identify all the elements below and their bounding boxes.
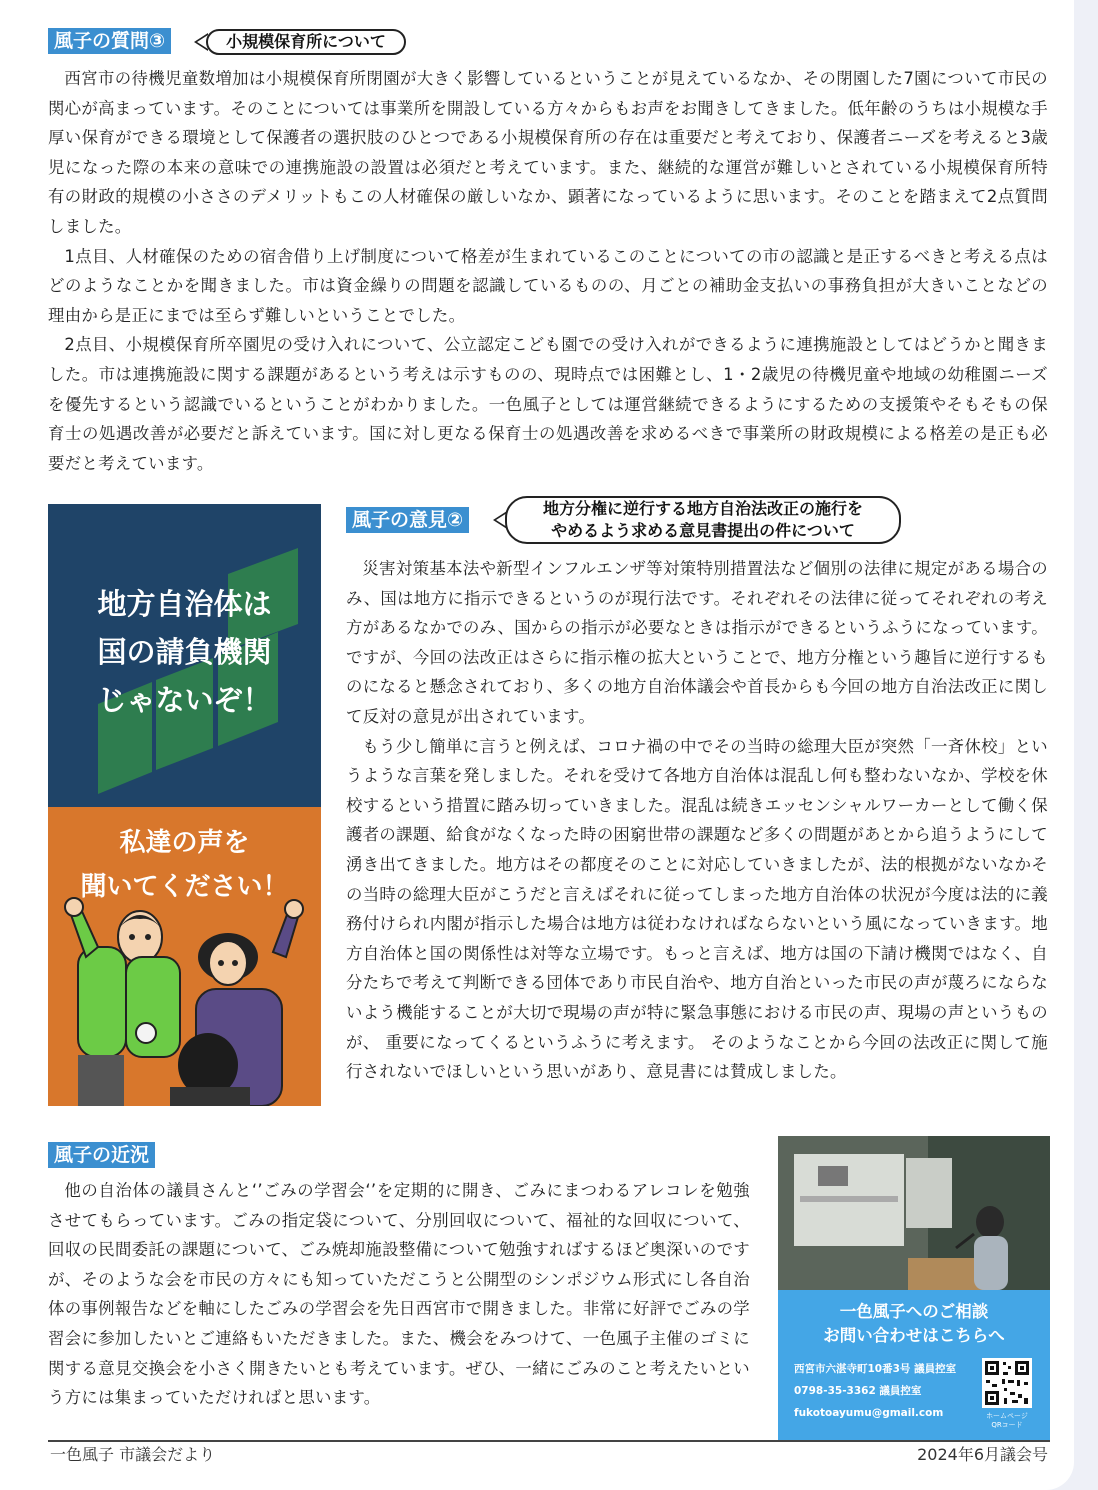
question-paragraph-1: 西宮市の待機児童数増加は小規模保育所閉園が大きく影響しているということが見えているなか、その閉園した7園について市民の関心が高まっています。そのことについては事業所を開設している方々からもお声をお聞きしてきました。低年齢のうちは小規模な手厚い保育ができる環境として保護者の選択肢のひとつである小規模保育所の存在は重要だと考えており、保護者ニーズを考えると3歳児になった際の本来の意味での連携施設の設置は必須だと考えています。また、継続的な運営が難しいとされている小規模保育所特有の財政的規模の小ささのデメリットもこの人材確保の厳しいなか、顕著になっているように思います。そのことを踏まえて2点質問しました。 — [48, 69, 1048, 236]
poster — [48, 504, 321, 1106]
bubble-label: 小規模保育所について — [206, 29, 406, 55]
recent-paragraph: 他の自治体の議員さんと‘’ごみの学習会‘’を定期的に開き、ごみにまつわるアレコレを勉強させてもらっています。ごみの指定袋について、分別回収について、福祉的な回収について、回収の民間委託の課題について、ごみ焼却施設整備について勉強すればするほど奥深いのですが、そのような会を市民の方々にも知っていただこうと公開型のシンポジウム形式にし各自治体の事例報告などを軸にしたごみの学習会を先日西宮市で開きました。非常に好評でごみの学習会に参加したいとご連絡もいただきました。また、機会をみつけて、一色風子主催のゴミに関する意見交換会を小さく開きたいとも考えています。ぜひ、一緒にごみのこと考えたいという方には集まっていただければと思います。 — [48, 1181, 750, 1408]
footer-issue: 2024年6月議会号 — [917, 1445, 1048, 1464]
people-illustration-icon — [48, 807, 321, 1106]
qr-code-icon[interactable] — [982, 1358, 1032, 1408]
poster-headline-line-1: 地方自治体は — [97, 587, 272, 621]
opinion-paragraph-2: もう少し簡単に言うと例えば、コロナ禍の中でその当時の総理大臣が突然「一斉休校」というような言葉を発しました。それを受けて各地方自治体は混乱し何も整わないなか、学校を休校するという措置に踏み切っていきました。混乱は続きエッセンシャルワーカーとして働く保護者の課題、給食がなくなった時の困窮世帯の課題など多くの問題があとから追うようにして湧き出てきました。地方はその都度そのことに対応していきましたが、法的根拠がないなかその当時の総理大臣がこうだと言えばそれに従ってしまった地方自治体の状況が今度は法的に義務付けられ内閣が指示した場合は地方は従わなければならないという風になっていきます。地方自治体と国の関係性は対等な立場です。もっと言えば、地方は国の下請け機関ではなく、自分たちで考えて判断できる団体であり市民自治や、地方自治といった市民の声が蔑ろにならないよう機能することが大切で現場の声が特に緊急事態における市民の声、現場の声というものが、 重要になってくるというふうに考えます。 そのようなことから今回の法改正に関して施行されないでほしいという思いがあり、意見書には賛成しました。 — [346, 736, 1048, 1082]
footer-divider — [48, 1440, 1050, 1442]
qr-label-line-2: QRコード — [991, 1421, 1023, 1429]
poster-subline-2: 聞いてください！ — [80, 872, 289, 902]
bubble-line-2: やめるよう求める意見書提出の件について — [551, 521, 855, 540]
bubble-label — [505, 496, 901, 544]
contact-title-line-1: 一色風子へのご相談 — [839, 1302, 989, 1321]
contact-title — [778, 1300, 1050, 1348]
contact-details — [794, 1358, 956, 1424]
poster-headline-line-3: じゃないぞ！ — [97, 683, 272, 717]
contact-address: 西宮市六湛寺町10番3号 議員控室 — [794, 1363, 957, 1375]
poster-headline-line-2: 国の請負機関 — [97, 635, 272, 669]
poster-bottom-panel — [48, 807, 321, 1106]
qr-label — [974, 1412, 1040, 1430]
section-tag-opinion: 風子の意見② — [346, 507, 469, 533]
question-paragraph-3: 2点目、小規模保育所卒園児の受け入れについて、公立認定こども園での受け入れができるように連携施設としてはどうかと聞きました。市は連携施設に関する課題があるという考えは示すものの、現時点では困難とし、1・2歳児の待機児童や地域の幼稚園ニーズを優先するという認識でいるということがわかりました。一色風子としては運営継続できるようにするための支援策やそもそもの保育士の処遇改善が必要だと訴えています。国に対し更なる保育士の処遇改善を求めるべきで事業所の財政規模による格差の是正も必要だと考えています。 — [48, 335, 1048, 473]
question-body — [48, 64, 1048, 478]
poster-headline — [48, 580, 321, 724]
section-tag-question: 風子の質問③ — [48, 28, 171, 54]
footer-title: 一色風子 市議会だより — [50, 1445, 216, 1464]
contact-email[interactable]: fukotoayumu@gmail.com — [794, 1407, 944, 1419]
qr-label-line-1: ホームページ — [986, 1412, 1028, 1420]
recent-body — [48, 1176, 750, 1413]
speech-bubble-opinion — [495, 496, 905, 544]
poster-top-panel — [48, 504, 321, 807]
poster-subline-1: 私達の声を — [119, 828, 250, 858]
lecture-photo-icon — [778, 1136, 1050, 1290]
contact-box — [778, 1290, 1050, 1440]
contact-title-line-2: お問い合わせはこちらへ — [823, 1326, 1005, 1345]
speech-bubble-question — [196, 29, 408, 55]
section-tag-recent: 風子の近況 — [48, 1142, 155, 1168]
question-paragraph-2: 1点目、人材確保のための宿舎借り上げ制度について格差が生まれているこのことについての市の認識と是正するべきと考える点はどのようなことかを聞きました。市は資金繰りの問題を認識しているものの、月ごとの補助金支払いの事務負担が大きいことなどの理由から是正にまでは至らず難しいということでした。 — [48, 246, 1048, 325]
bubble-line-1: 地方分権に逆行する地方自治法改正の施行を — [542, 499, 863, 518]
opinion-body — [346, 554, 1048, 1087]
lecture-photo — [778, 1136, 1050, 1290]
contact-phone: 0798-35-3362 議員控室 — [794, 1385, 922, 1397]
opinion-paragraph-1: 災害対策基本法や新型インフルエンザ等対策特別措置法など個別の法律に規定がある場合のみ、国は地方に指示できるというのが現行法です。それぞれその法律に従ってそれぞれの考え方があるなかでのみ、国からの指示が必要なときは指示ができるというふうになっています。 ですが、今回の法改正はさらに指示権の拡大ということで、地方分権という趣旨に逆行するものになると懸念されており、多くの地方自治体議会や首長からも今回の地方自治法改正に関して反対の意見が出されています。 — [346, 559, 1048, 726]
